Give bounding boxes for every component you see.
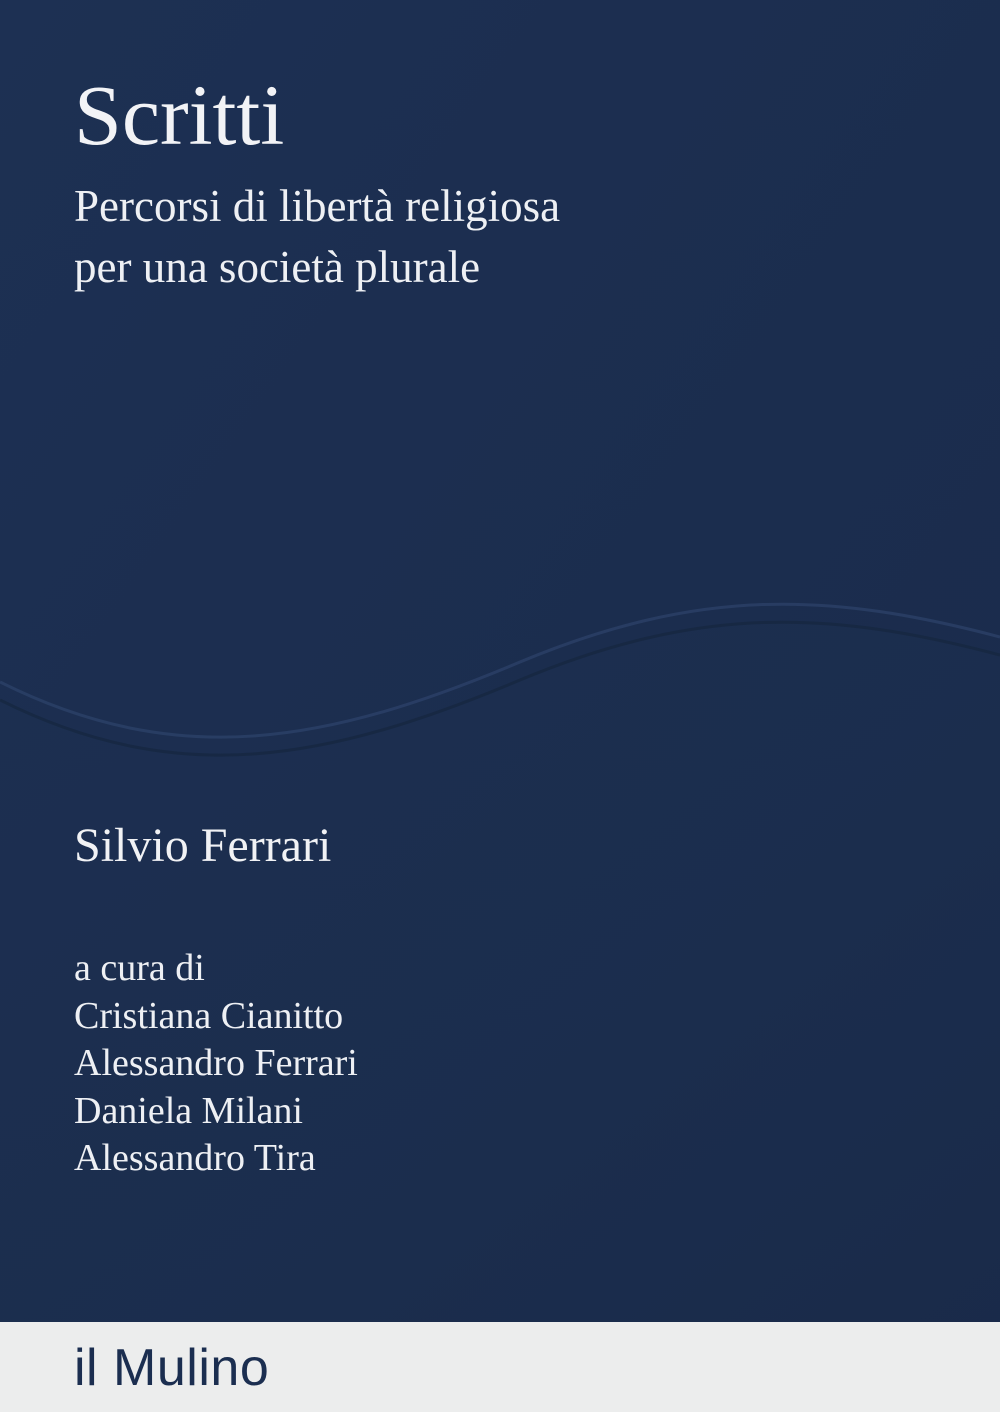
publisher-logo: il Mulino bbox=[74, 1339, 270, 1397]
editor-name: Daniela Milani bbox=[74, 1089, 303, 1132]
book-subtitle-line2: per una società plurale bbox=[74, 242, 481, 293]
book-subtitle-line1: Percorsi di libertà religiosa bbox=[74, 181, 561, 231]
title-block bbox=[74, 67, 930, 298]
book-title: Scritti bbox=[74, 67, 285, 163]
publisher-bar bbox=[0, 1322, 1000, 1412]
book-author: Silvio Ferrari bbox=[74, 819, 332, 872]
editors-label: a cura di bbox=[74, 947, 205, 989]
editor-name: Alessandro Ferrari bbox=[74, 1042, 358, 1084]
editor-name: Alessandro Tira bbox=[74, 1137, 316, 1179]
editors-block bbox=[74, 945, 358, 1183]
editor-name: Cristiana Cianitto bbox=[74, 994, 344, 1037]
